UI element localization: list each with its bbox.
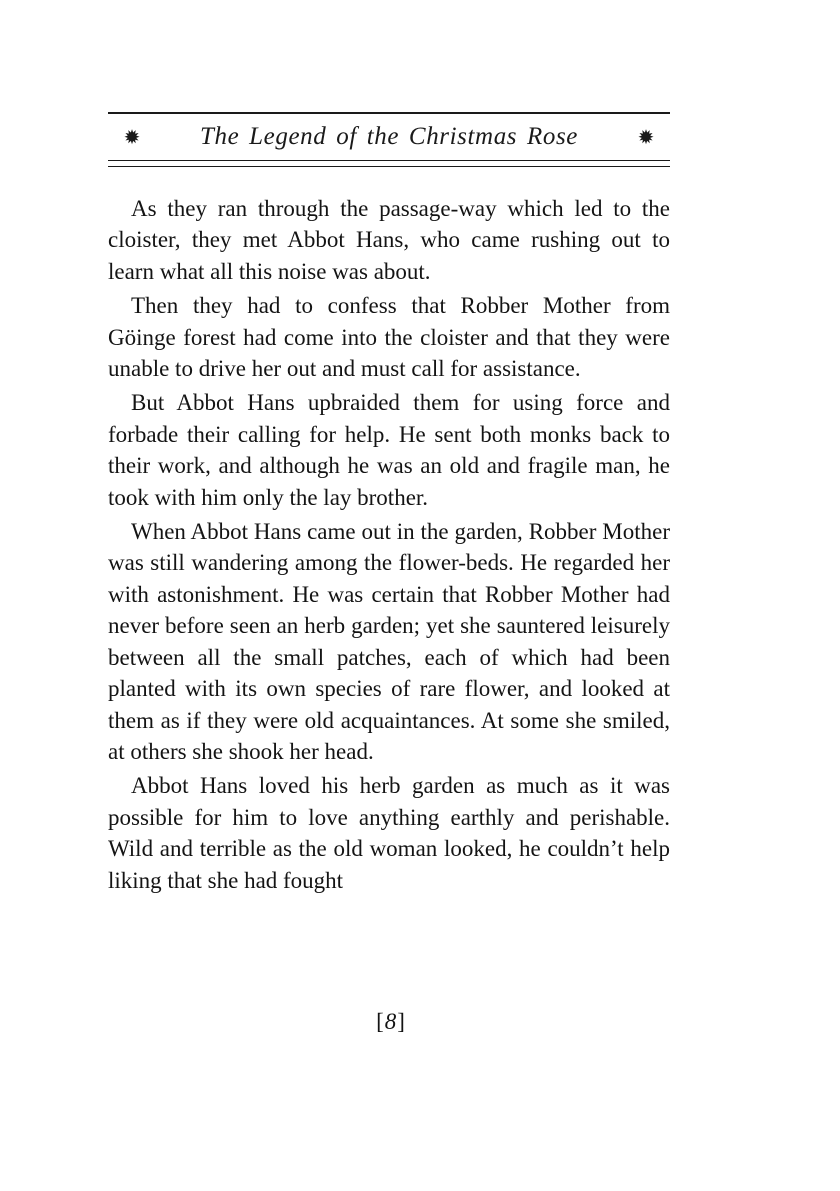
paragraph-1: As they ran through the passage-way which led to the cloister, they met Abbot Hans, who came rushing out to learn what all this noise was about.	[108, 196, 670, 284]
running-head-line	[108, 114, 670, 160]
paragraph-3: But Abbot Hans upbraided them for using force and forbade their calling for help. He sent both monks back to their work, and although he was an old and fragile man, he took with him only the lay brother.	[108, 390, 670, 510]
paragraph-4: When Abbot Hans came out in the garden, Robber Mother was still wandering among the flower-beds. He regarded her with astonishment. He was certain that Robber Mother had never before seen an herb garden; yet she sauntered leisurely between all the small patches, each of which had been planted with its own species of rare flower, and looked at them as if they were old acquaintances. At some she smiled, at others she shook her head.	[108, 519, 670, 764]
running-title: The Legend of the Christmas Rose	[200, 123, 578, 150]
asterism-ornament-left-icon: ✹	[123, 125, 141, 149]
paragraph-5: Abbot Hans loved his herb garden as much as it was possible for him to love anything earthly and perishable. Wild and terrible as the old woman looked, he couldn’t help liking that she had fought	[108, 773, 670, 893]
paragraph-2: Then they had to confess that Robber Mother from Göinge forest had come into the cloister and that they were unable to drive her out and must call for assistance.	[108, 293, 670, 382]
header-double-rule	[108, 160, 670, 167]
folio-number: 8	[384, 1009, 398, 1034]
folio-open-bracket: [	[376, 1009, 385, 1034]
asterism-ornament-right-icon: ✹	[637, 125, 655, 149]
body-text	[108, 193, 670, 899]
page-number	[0, 1009, 782, 1035]
folio-close-bracket: ]	[397, 1009, 406, 1034]
running-header	[108, 112, 670, 167]
